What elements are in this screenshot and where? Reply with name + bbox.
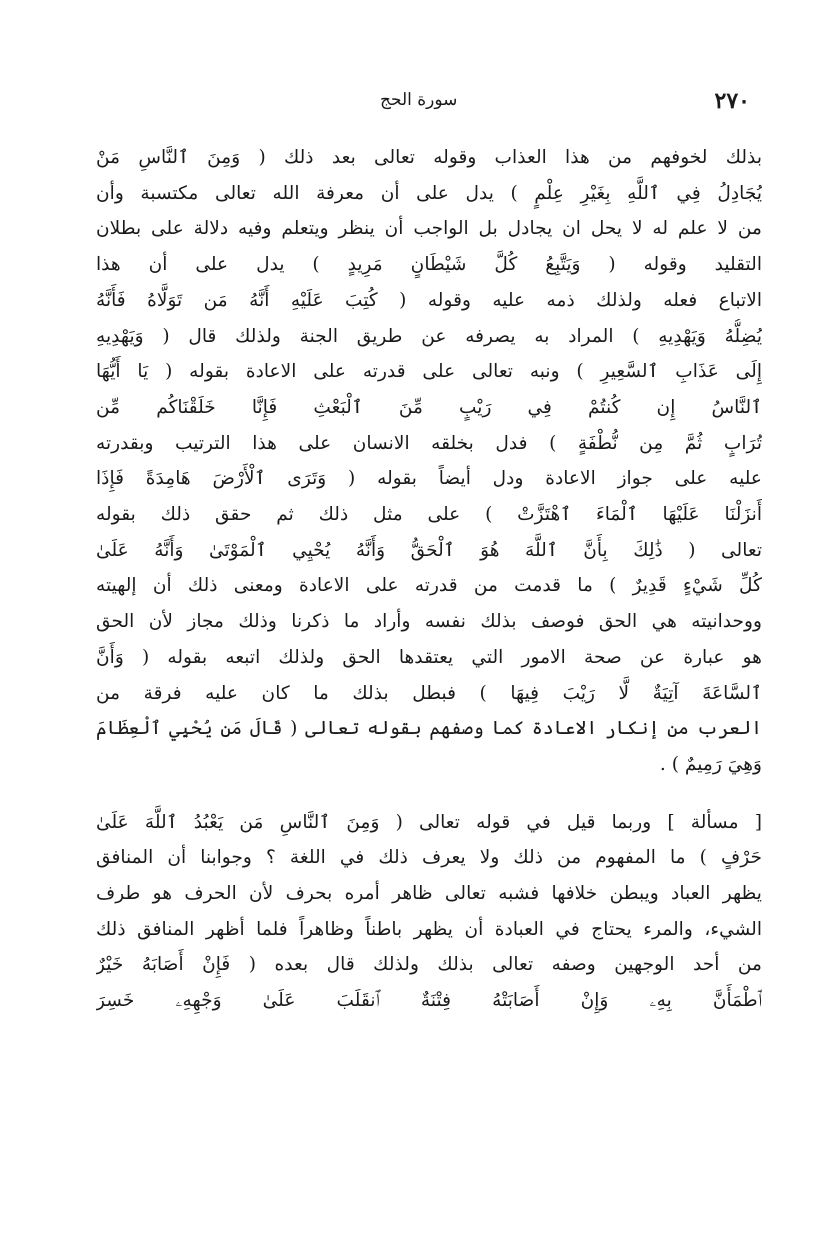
text-line: بذلك لخوفهم من هذا العذاب وقوله تعالى بعد ذلك ( وَمِنَ ٱلنَّاسِ مَنْ <box>96 147 762 168</box>
paragraph-1 <box>96 140 762 783</box>
text-line: عليه على جواز الاعادة ودل أيضاً بقوله ( وَتَرَى ٱلْأَرْضَ هَامِدَةً فَإِذَا <box>96 468 762 490</box>
text-line: ووحدانيته هي الحق فوصف بذلك نفسه وأراد ما ذكرنا وذلك مجاز لأن الحق <box>96 611 762 633</box>
text-line: هو عبارة عن صحة الامور التي يعتقدها الحق ولذلك اتبعه بقوله ( وَأَنَّ <box>96 646 762 668</box>
page-number: ٢٧٠ <box>714 88 750 114</box>
text-line: ٱطْمَأَنَّ بِهِۦ وَإِنْ أَصَابَتْهُ فِتْنَةٌ ٱنقَلَبَ عَلَىٰ وَجْهِهِۦ خَسِرَ <box>96 990 762 1012</box>
text-line: إِلَى عَذَابِ ٱلسَّعِيرِ ) ونبه تعالى على قدرته على الاعادة بقوله ( يَا أَيُّهَا <box>96 361 762 383</box>
text-line: الاتباع فعله ولذلك ذمه عليه وقوله ( كُتِبَ عَلَيْهِ أَنَّهُ مَن تَوَلَّاهُ فَأَنَّهُ <box>96 289 762 311</box>
text-line: التقليد وقوله ( وَيَتَّبِعُ كُلَّ شَيْطَانٍ مَرِيدٍ ) يدل على أن هذا <box>96 254 762 276</box>
text-line: تعالى ( ذَٰلِكَ بِأَنَّ ٱللَّهَ هُوَ ٱلْحَقُّ وَأَنَّهُ يُحْيِي ٱلْمَوْتَىٰ وَأَنَّهُ عَلَىٰ <box>96 539 762 561</box>
text-line: الشيء، والمرء يحتاج في العبادة أن يظهر باطناً وظاهراً فلما أظهر المنافق ذلك <box>96 918 762 940</box>
text-line: يُجَادِلُ فِي ٱللَّهِ بِغَيْرِ عِلْمٍ ) يدل على أن معرفة الله تعالى مكتسبة وأن <box>96 182 762 204</box>
text-line: ٱلسَّاعَةَ آتِيَةٌ لَّا رَيْبَ فِيهَا ) فبطل بذلك ما كان عليه فرقة من <box>96 682 762 704</box>
text-line: [ مسألة ] وربما قيل في قوله تعالى ( وَمِنَ ٱلنَّاسِ مَن يَعْبُدُ ٱللَّهَ عَلَىٰ <box>96 811 762 833</box>
text-line: من أحد الوجهين وصفه تعالى بذلك ولذلك قال بعده ( فَإِنْ أَصَابَهُ خَيْرٌ <box>96 954 762 976</box>
text-line: ٱلنَّاسُ إِن كُنتُمْ فِي رَيْبٍ مِّنَ ٱلْبَعْثِ فَإِنَّا خَلَقْنَاكُم مِّن <box>96 396 762 418</box>
text-line: يُضِلُّهُ وَيَهْدِيهِ ) المراد به يصرفه عن طريق الجنة ولذلك قال ( وَيَهْدِيهِ <box>96 325 762 347</box>
body-text <box>96 140 762 1019</box>
text-line: يظهر العباد ويبطن خلافها فشبه تعالى ظاهر أمره بحرف لأن الحرف هو طرف <box>96 883 762 905</box>
running-head: سورة الحج <box>380 90 458 110</box>
text-line: من لا علم له لا يحل ان يجادل بل الواجب أن ينظر ويتعلم وفيه دلالة على بطلان <box>96 218 762 240</box>
page-header <box>90 88 750 118</box>
text-line: كُلِّ شَيْءٍ قَدِيرٌ ) ما قدمت من قدرته على الاعادة ومعنى ذلك أن إلهيته <box>96 575 762 597</box>
text-line: حَرْفٍ ) ما المفهوم من ذلك ولا يعرف ذلك في اللغة ؟ وجوابنا أن المنافق <box>96 847 762 869</box>
text-line: وَهِيَ رَمِيمٌ ) . <box>659 753 762 775</box>
paragraph-2 <box>96 805 762 1019</box>
text-line: أَنزَلْنَا عَلَيْهَا ٱلْمَاءَ ٱهْتَزَّتْ ) على مثل ذلك ثم حقق ذلك بقوله <box>96 504 762 526</box>
text-line: تُرَابٍ ثُمَّ مِن نُّطْفَةٍ ) فدل بخلقه الانسان على هذا الترتيب وبقدرته <box>96 432 762 454</box>
text-line: العرب من إنكار الاعادة كما وصفهم بقوله تعالى ( قَالَ مَن يُحْيِي ٱلْعِظَامَ <box>96 718 762 740</box>
